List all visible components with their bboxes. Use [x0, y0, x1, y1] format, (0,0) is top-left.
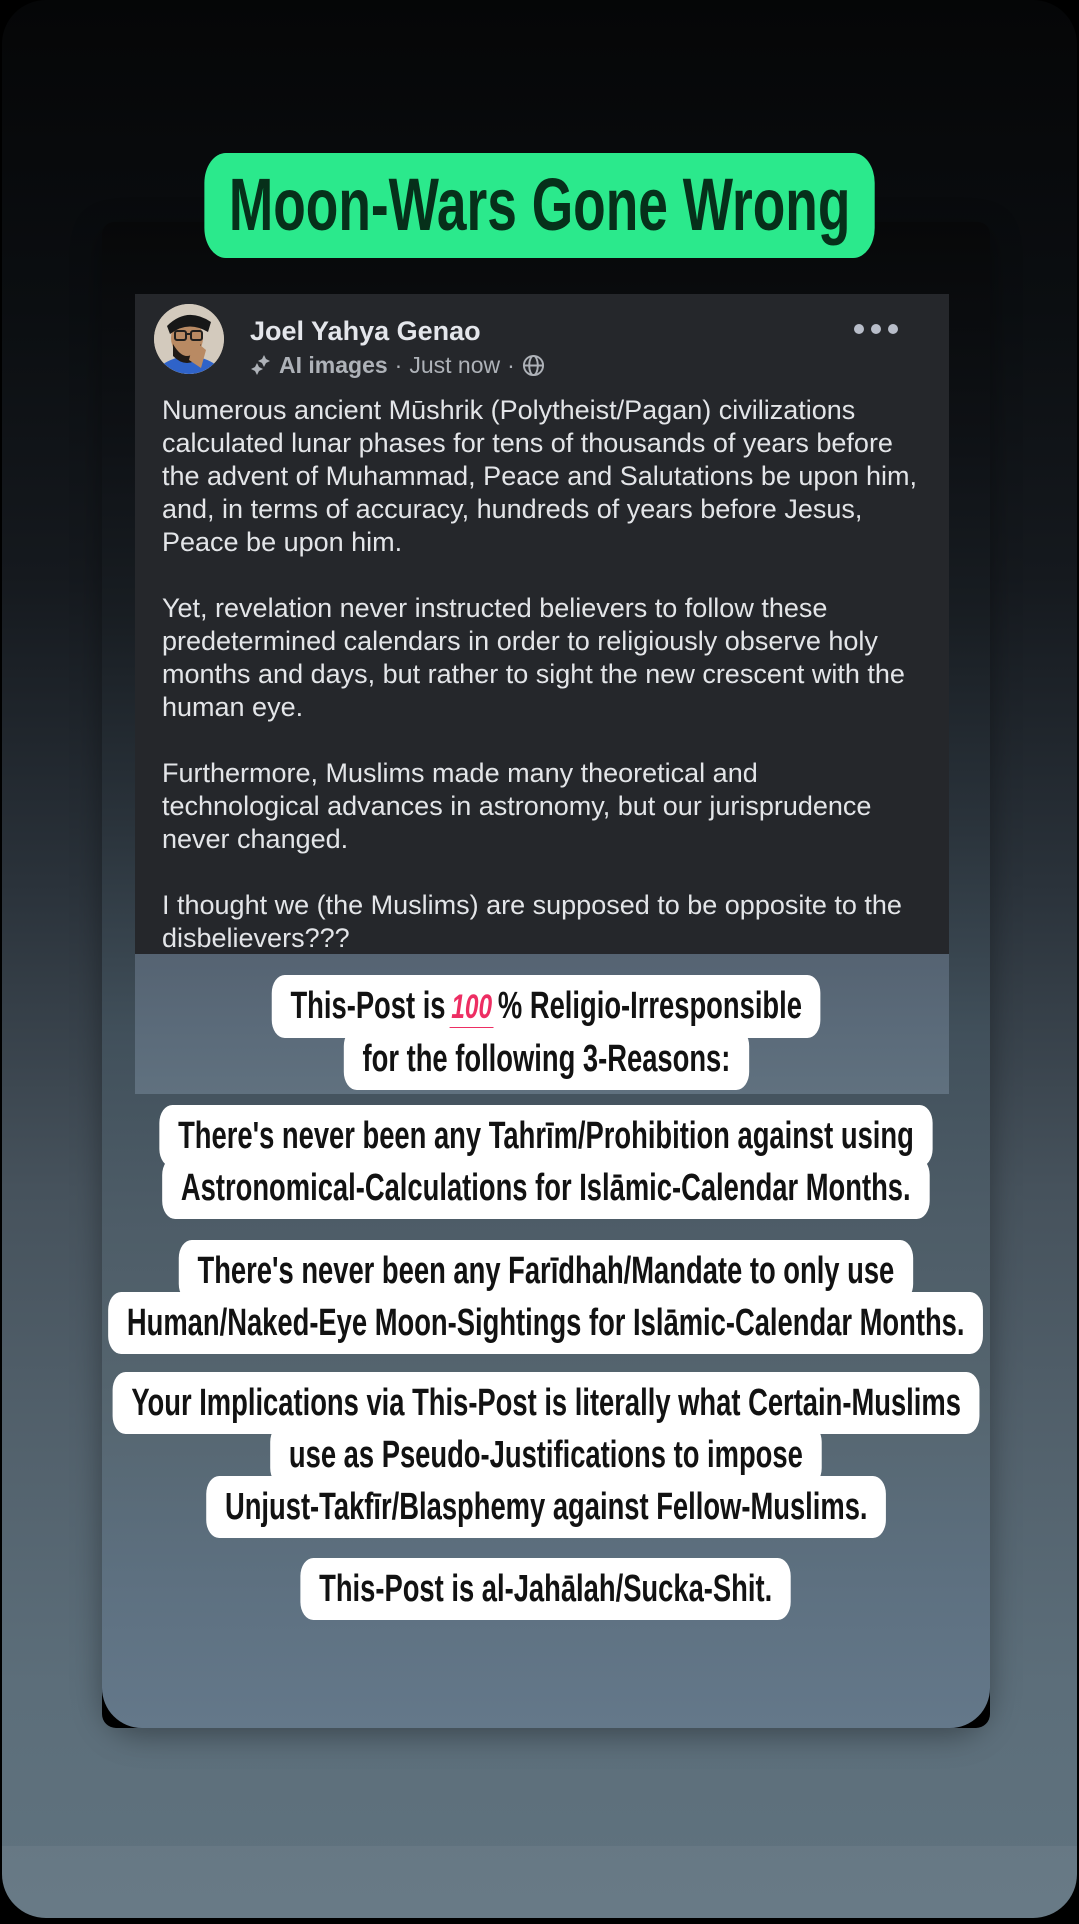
- reason-3-line-1: Your Implications via This-Post is literally what Certain-Muslims: [112, 1372, 979, 1434]
- timestamp: Just now: [409, 351, 501, 378]
- reason-2-line-1: There's never been any Farīdhah/Mandate to only use: [179, 1240, 913, 1302]
- verdict-line-2: for the following 3-Reasons:: [343, 1028, 748, 1090]
- reason-2-line-2: Human/Naked-Eye Moon-Sightings for Islāmic-Calendar Months.: [108, 1292, 983, 1354]
- facebook-post: [135, 294, 949, 954]
- dot-icon: [871, 324, 881, 334]
- post-header: [162, 308, 922, 386]
- ai-images-label: AI images: [279, 351, 388, 378]
- title-banner-wrap: [2, 153, 1077, 258]
- meta-ai-icon: [250, 354, 272, 376]
- conclusion-bubble: [102, 1558, 990, 1620]
- reason-1-bubble: [102, 1105, 990, 1219]
- verdict-text-prefix: This-Post is: [290, 985, 446, 1027]
- reason-3-line-3: Unjust-Takfīr/Blasphemy against Fellow-Muslims.: [206, 1476, 886, 1538]
- meta-separator-2: ·: [507, 351, 515, 378]
- facebook-post-screenshot: [135, 294, 949, 1094]
- reason-2-bubble: [102, 1240, 990, 1354]
- reason-1-line-2: Astronomical-Calculations for Islāmic-Calendar Months.: [162, 1157, 929, 1219]
- verdict-text-suffix: % Religio-Irresponsible: [497, 985, 802, 1027]
- dot-icon: [854, 324, 864, 334]
- hundred-points-emoji: 100: [450, 988, 494, 1031]
- post-meta: [250, 352, 545, 378]
- post-paragraph: I thought we (the Muslims) are supposed to be opposite to the disbelievers???: [162, 890, 902, 953]
- story-card: [102, 222, 990, 1728]
- bottom-bar-blur: [2, 1846, 1077, 1918]
- reason-3-line-2: use as Pseudo-Justifications to impose: [270, 1424, 821, 1486]
- author-name: Joel Yahya Genao: [250, 316, 481, 346]
- reason-1-line-1: There's never been any Tahrīm/Prohibition against using: [159, 1105, 932, 1167]
- post-body: [162, 394, 922, 955]
- conclusion-line: This-Post is al-Jahālah/Sucka-Shit.: [301, 1558, 792, 1620]
- dot-icon: [888, 324, 898, 334]
- avatar: [154, 304, 224, 374]
- post-paragraph: Furthermore, Muslims made many theoretical and technological advances in astronomy, but our jurisprudence never changed.: [162, 758, 872, 854]
- meta-separator: ·: [394, 351, 403, 378]
- title-banner: Moon-Wars Gone Wrong: [204, 153, 875, 258]
- verdict-bubble: [102, 975, 990, 1090]
- story-background[interactable]: [2, 0, 1077, 1918]
- reason-3-bubble: [102, 1372, 990, 1538]
- globe-icon: [522, 354, 545, 377]
- post-paragraph: Numerous ancient Mūshrik (Polytheist/Pagan) civilizations calculated lunar phases for tens of thousands of years before the advent of Muhammad, Peace and Salutations be upon him, and, in terms of accuracy, hundreds of years before Jesus, Peace be upon him.: [162, 395, 917, 557]
- post-paragraph: Yet, revelation never instructed believers to follow these predetermined calendars in order to religiously observe holy months and days, but rather to sight the new crescent with the human eye.: [162, 593, 905, 722]
- more-options-button: [854, 324, 898, 334]
